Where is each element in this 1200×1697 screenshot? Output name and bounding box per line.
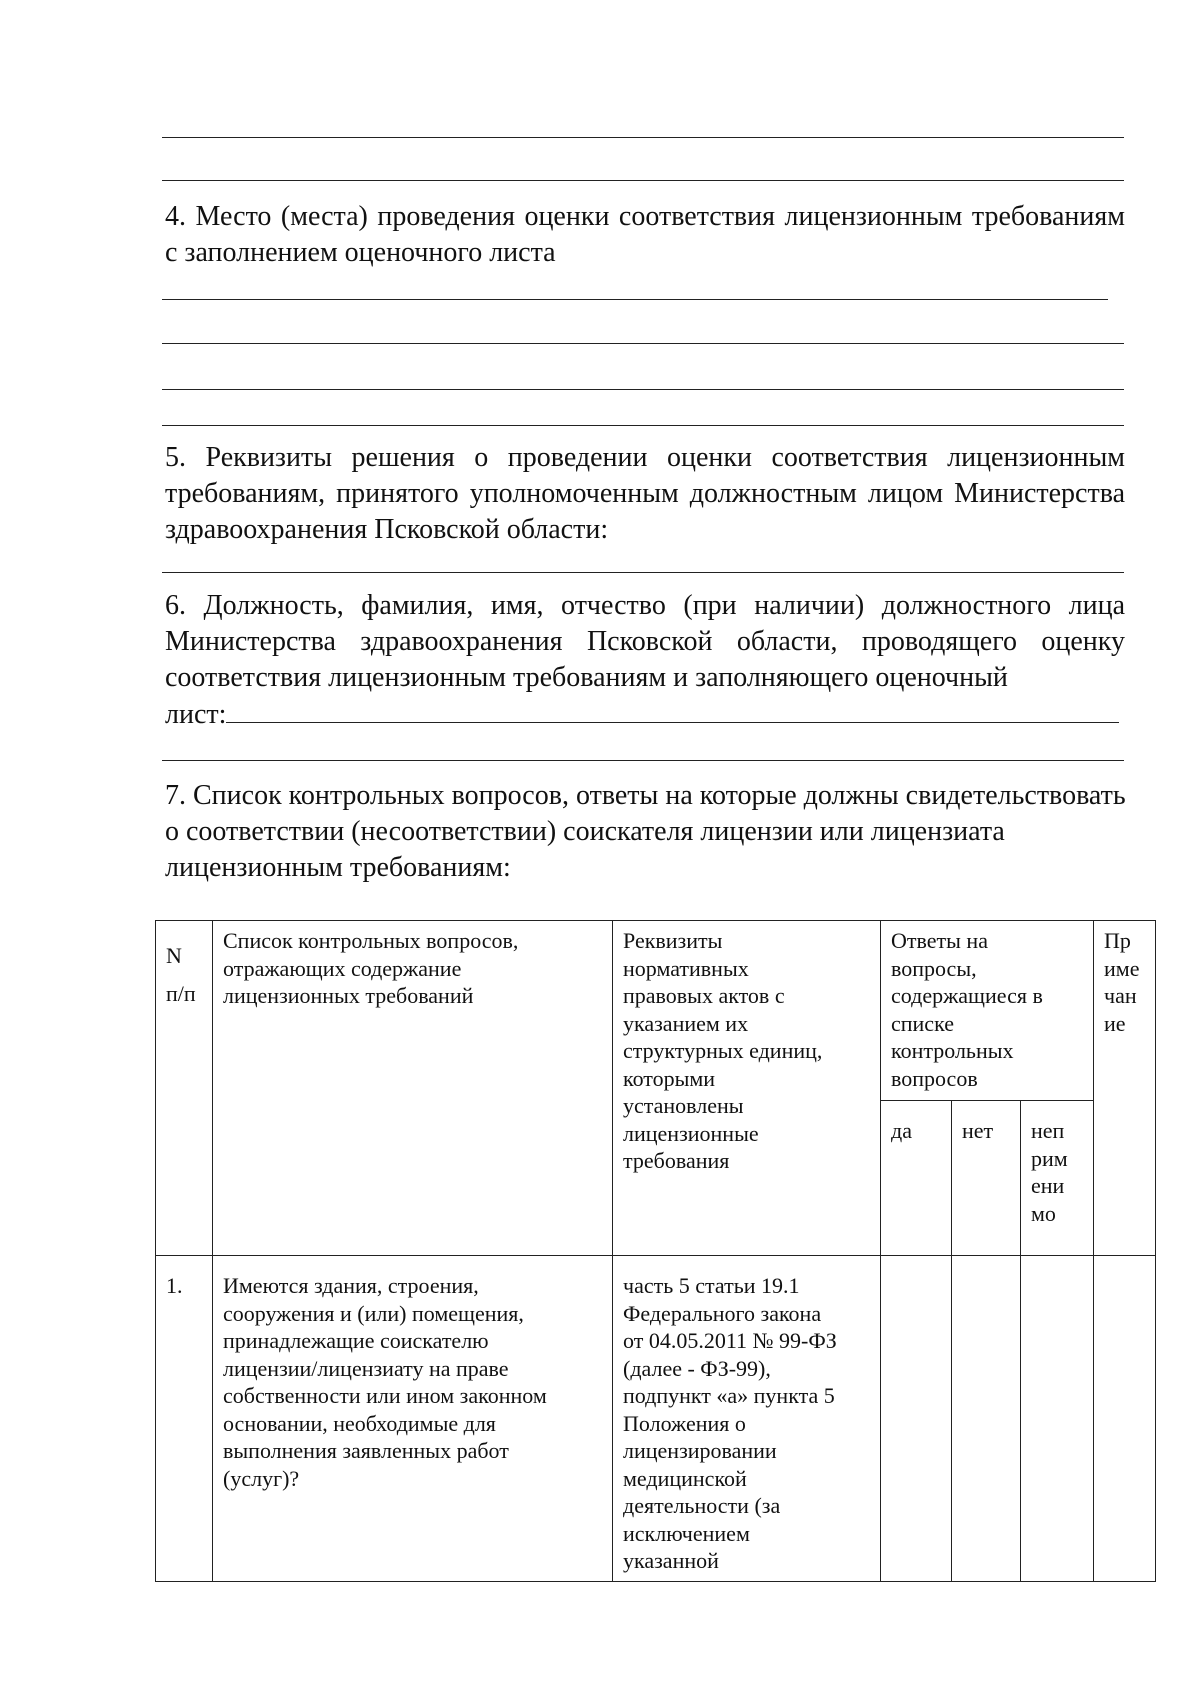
blank-line (162, 299, 1108, 300)
section-6-tail: лист: (165, 699, 227, 730)
header-requisites: Реквизиты нормативных правовых актов с указанием их структурных единиц, которыми установлены лицензионные требования (613, 921, 881, 1256)
blank-line (162, 137, 1124, 138)
table-row (156, 1256, 1156, 1582)
header-no: нет (952, 1101, 1021, 1256)
blank-line (162, 572, 1124, 573)
blank-line (162, 425, 1124, 426)
section-6 (165, 588, 1125, 733)
section-5-text: 5. Реквизиты решения о проведении оценки соответствия лицензионным требованиям, принятого уполномоченным должностным лицом Министерства здравоохранения Псковской области: (165, 442, 1125, 545)
header-note: Пр име чан ие (1094, 921, 1156, 1256)
row-answer-no[interactable] (952, 1256, 1021, 1582)
checklist-table (155, 920, 1156, 1582)
header-yes: да (881, 1101, 952, 1256)
row-question: Имеются здания, строения, сооружения и (или) помещения, принадлежащие соискателю лицензии/лицензиату на праве собственности или ином законном основании, необходимые для выполнения заявленных работ (услуг)? (213, 1256, 613, 1582)
blank-line (162, 180, 1124, 181)
section-7-text: 7. Список контрольных вопросов, ответы на которые должны свидетельствовать о соответствии (несоответствии) соискателя лицензии или лицензиата лицензионным требованиям: (165, 780, 1126, 883)
header-num: N п/п (156, 921, 213, 1256)
row-answer-na[interactable] (1021, 1256, 1094, 1582)
section-4-text: 4. Место (места) проведения оценки соответствия лицензионным требованиям с заполнением оценочного листа (165, 201, 1125, 268)
header-na: неп рим ени мо (1021, 1101, 1094, 1256)
table-header-row (156, 921, 1156, 1101)
blank-line (162, 343, 1124, 344)
row-num: 1. (156, 1256, 213, 1582)
row-answer-yes[interactable] (881, 1256, 952, 1582)
blank-line (226, 696, 1119, 723)
blank-line (162, 760, 1124, 761)
row-note[interactable] (1094, 1256, 1156, 1582)
row-requisites: часть 5 статьи 19.1 Федерального закона от 04.05.2011 № 99-ФЗ (далее - ФЗ-99), подпункт «а» пункта 5 Положения о лицензировании медицинской деятельности (за исключением указанной (613, 1256, 881, 1582)
section-6-text: 6. Должность, фамилия, имя, отчество (при наличии) должностного лица Министерства здравоохранения Псковской области, проводящего оценку соответствия лицензионным требованиям и заполняющего оценочный (165, 590, 1125, 693)
header-questions: Список контрольных вопросов, отражающих содержание лицензионных требований (213, 921, 613, 1256)
header-answers: Ответы на вопросы, содержащиеся в списке контрольных вопросов (881, 921, 1094, 1101)
blank-line (162, 389, 1124, 390)
